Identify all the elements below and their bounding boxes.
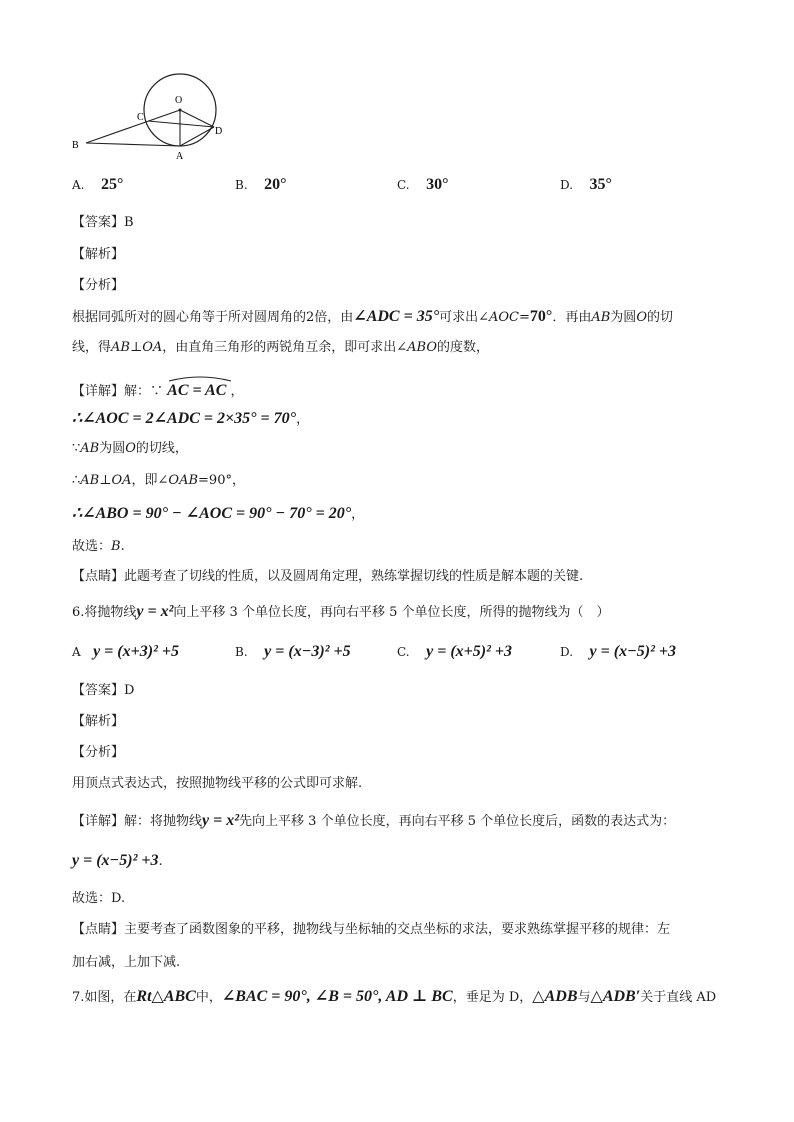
option-value: 25° <box>101 176 124 193</box>
geometry-figure <box>68 70 238 165</box>
q5-option-b <box>235 176 287 194</box>
option-value: 35° <box>589 176 612 193</box>
q5-answer: 【答案】B <box>72 215 134 230</box>
q5-detail-line-3: ∵AB为圆O的切线， <box>72 441 188 456</box>
q6-answer: 【答案】D <box>72 683 135 698</box>
q6-option-b <box>235 643 351 661</box>
q6-fenxi-heading: 【分析】 <box>72 745 125 760</box>
q5-option-d <box>560 176 612 194</box>
q5-jiexi-heading: 【解析】 <box>72 247 125 262</box>
label-b: B <box>72 140 79 151</box>
q5-option-a <box>72 176 123 194</box>
q6-option-a <box>72 643 179 661</box>
q7-stem: 7.如图，在Rt△ABC中，∠BAC = 90°, ∠B = 50°, AD ⊥ BC，垂足为 D，△ADB与△ADB′关于直线 AD <box>72 988 717 1005</box>
option-label: A <box>72 645 81 659</box>
option-label: B. <box>235 178 248 192</box>
q5-analysis-line-2: 线，得AB⊥OA，由直角三角形的两锐角互余，即可求出∠ABO的度数， <box>72 340 490 355</box>
label-c: C <box>137 112 144 123</box>
option-label: C. <box>397 645 410 659</box>
option-value: y = (x+3)² +5 <box>93 643 179 660</box>
q5-detail-line-5: ∴∠ABO = 90° − ∠AOC = 90° − 70° = 20°， <box>72 505 365 522</box>
q6-dianjing-line-1: 【点睛】主要考查了函数图象的平移，抛物线与坐标轴的交点坐标的求法，要求熟练掌握平移的规律：左 <box>72 922 671 937</box>
q6-choose: 故选：D. <box>72 891 126 906</box>
option-value: y = (x+5)² +3 <box>426 643 513 660</box>
option-value: 30° <box>426 176 449 193</box>
q6-detail-line-1: 【详解】解：将抛物线y = x²先向上平移 3 个单位长度，再向右平移 5 个单位长度后，函数的表达式为： <box>72 812 676 829</box>
option-label: B. <box>235 645 248 659</box>
option-value: y = (x−3)² +5 <box>264 643 351 660</box>
q5-choose: 故选：B. <box>72 539 125 554</box>
label-o: O <box>175 95 183 106</box>
q5-detail-line-2: ∴∠AOC = 2∠ADC = 2×35° = 70°， <box>72 410 310 427</box>
q5-dianjing: 【点睛】此题考查了切线的性质，以及圆周角定理，熟练掌握切线的性质是解本题的关键. <box>72 569 584 584</box>
q6-analysis: 用顶点式表达式，按照抛物线平移的公式即可求解. <box>72 776 363 791</box>
option-value: 20° <box>264 176 287 193</box>
q6-jiexi-heading: 【解析】 <box>72 714 125 729</box>
option-value: y = (x−5)² +3 <box>589 643 677 660</box>
q6-option-d <box>560 643 676 661</box>
q6-stem: 6.将抛物线y = x²向上平移 3 个单位长度，再向右平移 5 个单位长度，所得的抛物线为（ ） <box>72 603 610 620</box>
q5-option-c <box>397 176 449 194</box>
q5-fenxi-heading: 【分析】 <box>72 278 125 293</box>
option-label: D. <box>560 178 574 192</box>
option-label: D. <box>560 645 574 659</box>
segment-bo <box>86 110 180 143</box>
label-a: A <box>176 151 184 162</box>
option-label: C. <box>397 178 410 192</box>
option-label: A. <box>72 178 85 192</box>
q6-detail-line-2: y = (x−5)² +3. <box>72 852 163 869</box>
q6-dianjing-line-2: 加右减，上加下减. <box>72 955 181 970</box>
arc-mark-icon <box>167 374 233 382</box>
arc-equation: AC = AC <box>167 378 226 401</box>
point-o <box>179 109 182 112</box>
segment-ad <box>180 127 214 146</box>
q6-option-c <box>397 643 512 661</box>
q5-detail-line-1: 【详解】解：∵ AC = AC ， <box>72 378 244 401</box>
q5-detail-line-4: ∴AB⊥OA，即∠OAB=90°， <box>72 473 245 488</box>
label-d: D <box>215 126 223 137</box>
q5-analysis-line-1: 根据同弧所对的圆心角等于所对圆周角的2倍，由∠ADC = 35°可求出∠AOC=70°．再由AB为圆O的切 <box>72 308 673 325</box>
